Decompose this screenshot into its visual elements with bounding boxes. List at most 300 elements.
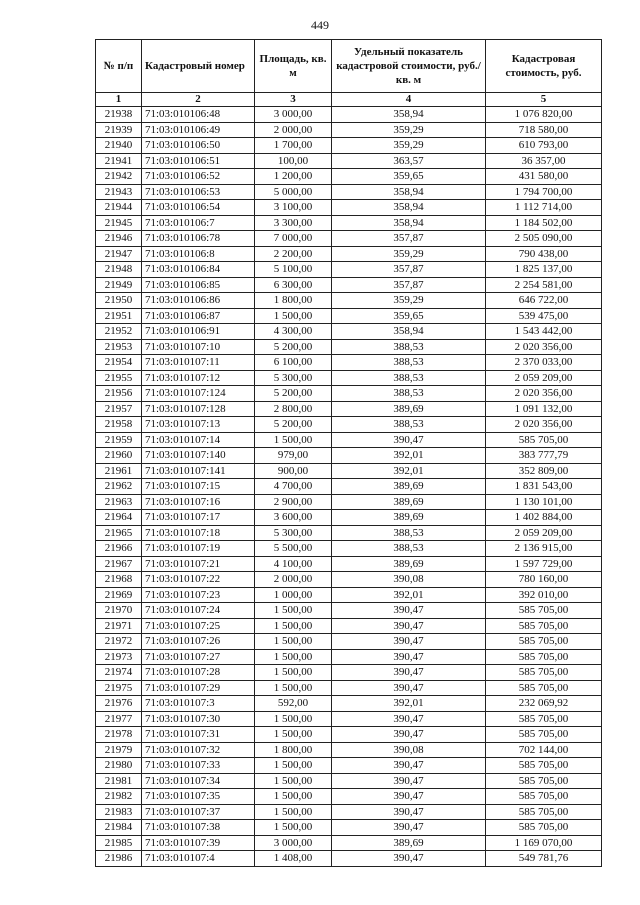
area-cell: 5 200,00 — [255, 339, 332, 355]
cadastral-number-cell: 71:03:010106:8 — [142, 246, 255, 262]
table-row — [96, 541, 602, 557]
row-index-cell: 21958 — [96, 417, 142, 433]
row-index-cell: 21966 — [96, 541, 142, 557]
area-cell: 6 300,00 — [255, 277, 332, 293]
area-cell: 100,00 — [255, 153, 332, 169]
cadastral-value-cell: 585 705,00 — [486, 618, 602, 634]
row-index-cell: 21959 — [96, 432, 142, 448]
cadastral-number-cell: 71:03:010107:141 — [142, 463, 255, 479]
area-cell: 900,00 — [255, 463, 332, 479]
row-index-cell: 21954 — [96, 355, 142, 371]
table-row — [96, 308, 602, 324]
unit-value-cell: 390,47 — [332, 851, 486, 867]
cadastral-number-cell: 71:03:010107:27 — [142, 649, 255, 665]
unit-value-cell: 359,65 — [332, 169, 486, 185]
cadastral-number-cell: 71:03:010107:25 — [142, 618, 255, 634]
cadastral-value-cell: 585 705,00 — [486, 773, 602, 789]
cadastral-value-cell: 1 130 101,00 — [486, 494, 602, 510]
cadastral-value-cell: 36 357,00 — [486, 153, 602, 169]
cadastral-value-cell: 1 794 700,00 — [486, 184, 602, 200]
area-cell: 1 500,00 — [255, 680, 332, 696]
table-row — [96, 711, 602, 727]
cadastral-value-cell: 718 580,00 — [486, 122, 602, 138]
cadastral-number-cell: 71:03:010107:3 — [142, 696, 255, 712]
row-index-cell: 21977 — [96, 711, 142, 727]
table-row — [96, 680, 602, 696]
row-index-cell: 21981 — [96, 773, 142, 789]
table-row — [96, 618, 602, 634]
unit-value-cell: 388,53 — [332, 386, 486, 402]
header-unit-value: Удельный показатель кадастровой стоимости, руб./кв. м — [332, 40, 486, 93]
unit-value-cell: 358,94 — [332, 215, 486, 231]
cadastral-number-cell: 71:03:010107:10 — [142, 339, 255, 355]
table-row — [96, 355, 602, 371]
table-row — [96, 448, 602, 464]
table-row — [96, 200, 602, 216]
area-cell: 1 500,00 — [255, 727, 332, 743]
row-index-cell: 21949 — [96, 277, 142, 293]
cadastral-number-cell: 71:03:010107:34 — [142, 773, 255, 789]
unit-value-cell: 388,53 — [332, 541, 486, 557]
cadastral-number-cell: 71:03:010107:17 — [142, 510, 255, 526]
cadastral-value-cell: 2 020 356,00 — [486, 386, 602, 402]
cadastral-value-cell: 585 705,00 — [486, 804, 602, 820]
row-index-cell: 21939 — [96, 122, 142, 138]
unit-value-cell: 388,53 — [332, 417, 486, 433]
table-row — [96, 169, 602, 185]
cadastral-number-cell: 71:03:010106:87 — [142, 308, 255, 324]
area-cell: 2 800,00 — [255, 401, 332, 417]
area-cell: 1 800,00 — [255, 742, 332, 758]
table-row — [96, 138, 602, 154]
row-index-cell: 21979 — [96, 742, 142, 758]
row-index-cell: 21947 — [96, 246, 142, 262]
header-index: № п/п — [96, 40, 142, 93]
unit-value-cell: 390,47 — [332, 804, 486, 820]
cadastral-number-cell: 71:03:010106:91 — [142, 324, 255, 340]
unit-value-cell: 388,53 — [332, 339, 486, 355]
row-index-cell: 21945 — [96, 215, 142, 231]
unit-value-cell: 390,08 — [332, 572, 486, 588]
area-cell: 3 000,00 — [255, 107, 332, 123]
area-cell: 592,00 — [255, 696, 332, 712]
table-row — [96, 107, 602, 123]
cadastral-value-cell: 790 438,00 — [486, 246, 602, 262]
cadastral-number-cell: 71:03:010107:28 — [142, 665, 255, 681]
cadastral-value-cell: 585 705,00 — [486, 432, 602, 448]
cadastral-number-cell: 71:03:010107:30 — [142, 711, 255, 727]
column-number: 4 — [332, 93, 486, 107]
area-cell: 1 500,00 — [255, 665, 332, 681]
row-index-cell: 21964 — [96, 510, 142, 526]
unit-value-cell: 389,69 — [332, 835, 486, 851]
cadastral-number-cell: 71:03:010107:11 — [142, 355, 255, 371]
table-row — [96, 231, 602, 247]
cadastral-value-cell: 352 809,00 — [486, 463, 602, 479]
cadastral-number-cell: 71:03:010106:50 — [142, 138, 255, 154]
row-index-cell: 21953 — [96, 339, 142, 355]
unit-value-cell: 389,69 — [332, 401, 486, 417]
row-index-cell: 21982 — [96, 789, 142, 805]
unit-value-cell: 390,08 — [332, 742, 486, 758]
unit-value-cell: 390,47 — [332, 711, 486, 727]
table-row — [96, 293, 602, 309]
column-number: 2 — [142, 93, 255, 107]
header-cadastral-value: Кадастровая стоимость, руб. — [486, 40, 602, 93]
table-row — [96, 277, 602, 293]
column-number: 1 — [96, 93, 142, 107]
column-number-row — [96, 93, 602, 107]
cadastral-value-cell: 383 777,79 — [486, 448, 602, 464]
unit-value-cell: 388,53 — [332, 355, 486, 371]
table-row — [96, 773, 602, 789]
row-index-cell: 21978 — [96, 727, 142, 743]
cadastral-number-cell: 71:03:010107:12 — [142, 370, 255, 386]
table-row — [96, 262, 602, 278]
table-row — [96, 184, 602, 200]
row-index-cell: 21956 — [96, 386, 142, 402]
area-cell: 4 700,00 — [255, 479, 332, 495]
table-row — [96, 649, 602, 665]
cadastral-value-cell: 549 781,76 — [486, 851, 602, 867]
table-row — [96, 634, 602, 650]
cadastral-value-cell: 585 705,00 — [486, 665, 602, 681]
area-cell: 5 000,00 — [255, 184, 332, 200]
cadastral-number-cell: 71:03:010107:19 — [142, 541, 255, 557]
cadastral-value-cell: 780 160,00 — [486, 572, 602, 588]
unit-value-cell: 390,47 — [332, 603, 486, 619]
area-cell: 5 100,00 — [255, 262, 332, 278]
table-row — [96, 386, 602, 402]
table-row — [96, 572, 602, 588]
cadastral-number-cell: 71:03:010107:13 — [142, 417, 255, 433]
cadastral-number-cell: 71:03:010106:78 — [142, 231, 255, 247]
area-cell: 1 500,00 — [255, 758, 332, 774]
unit-value-cell: 359,29 — [332, 122, 486, 138]
cadastral-number-cell: 71:03:010107:22 — [142, 572, 255, 588]
row-index-cell: 21985 — [96, 835, 142, 851]
cadastral-number-cell: 71:03:010107:16 — [142, 494, 255, 510]
cadastral-number-cell: 71:03:010107:15 — [142, 479, 255, 495]
area-cell: 5 200,00 — [255, 386, 332, 402]
cadastral-number-cell: 71:03:010106:52 — [142, 169, 255, 185]
row-index-cell: 21942 — [96, 169, 142, 185]
row-index-cell: 21955 — [96, 370, 142, 386]
table-row — [96, 153, 602, 169]
row-index-cell: 21957 — [96, 401, 142, 417]
header-area: Площадь, кв. м — [255, 40, 332, 93]
cadastral-value-cell: 1 112 714,00 — [486, 200, 602, 216]
area-cell: 1 200,00 — [255, 169, 332, 185]
row-index-cell: 21969 — [96, 587, 142, 603]
unit-value-cell: 392,01 — [332, 587, 486, 603]
unit-value-cell: 389,69 — [332, 494, 486, 510]
cadastral-number-cell: 71:03:010107:39 — [142, 835, 255, 851]
cadastral-number-cell: 71:03:010107:128 — [142, 401, 255, 417]
cadastral-value-cell: 2 020 356,00 — [486, 417, 602, 433]
table-row — [96, 804, 602, 820]
row-index-cell: 21965 — [96, 525, 142, 541]
cadastral-value-cell: 1 091 132,00 — [486, 401, 602, 417]
table-row — [96, 603, 602, 619]
cadastral-value-cell: 1 597 729,00 — [486, 556, 602, 572]
cadastral-value-cell: 2 059 209,00 — [486, 370, 602, 386]
cadastral-number-cell: 71:03:010107:29 — [142, 680, 255, 696]
area-cell: 2 900,00 — [255, 494, 332, 510]
row-index-cell: 21961 — [96, 463, 142, 479]
cadastral-value-cell: 585 705,00 — [486, 711, 602, 727]
area-cell: 1 500,00 — [255, 618, 332, 634]
cadastral-value-cell: 431 580,00 — [486, 169, 602, 185]
page-number: 449 — [311, 18, 329, 32]
table-row — [96, 401, 602, 417]
unit-value-cell: 392,01 — [332, 448, 486, 464]
unit-value-cell: 358,94 — [332, 184, 486, 200]
cadastral-number-cell: 71:03:010106:53 — [142, 184, 255, 200]
table-row — [96, 370, 602, 386]
row-index-cell: 21975 — [96, 680, 142, 696]
unit-value-cell: 390,47 — [332, 773, 486, 789]
table-row — [96, 339, 602, 355]
table-body — [96, 107, 602, 867]
cadastral-number-cell: 71:03:010107:124 — [142, 386, 255, 402]
unit-value-cell: 358,94 — [332, 200, 486, 216]
unit-value-cell: 390,47 — [332, 618, 486, 634]
unit-value-cell: 390,47 — [332, 789, 486, 805]
header-cadastral-number: Кадастровый номер — [142, 40, 255, 93]
cadastral-number-cell: 71:03:010106:54 — [142, 200, 255, 216]
area-cell: 3 300,00 — [255, 215, 332, 231]
area-cell: 1 500,00 — [255, 820, 332, 836]
cadastral-value-cell: 1 076 820,00 — [486, 107, 602, 123]
row-index-cell: 21974 — [96, 665, 142, 681]
cadastral-number-cell: 71:03:010107:37 — [142, 804, 255, 820]
unit-value-cell: 363,57 — [332, 153, 486, 169]
row-index-cell: 21960 — [96, 448, 142, 464]
area-cell: 1 500,00 — [255, 603, 332, 619]
cadastral-number-cell: 71:03:010106:7 — [142, 215, 255, 231]
area-cell: 4 300,00 — [255, 324, 332, 340]
cadastral-number-cell: 71:03:010107:31 — [142, 727, 255, 743]
cadastral-number-cell: 71:03:010107:35 — [142, 789, 255, 805]
cadastral-number-cell: 71:03:010107:18 — [142, 525, 255, 541]
unit-value-cell: 357,87 — [332, 277, 486, 293]
area-cell: 1 500,00 — [255, 789, 332, 805]
cadastral-number-cell: 71:03:010107:14 — [142, 432, 255, 448]
row-index-cell: 21980 — [96, 758, 142, 774]
table-row — [96, 417, 602, 433]
row-index-cell: 21971 — [96, 618, 142, 634]
cadastral-value-cell: 1 184 502,00 — [486, 215, 602, 231]
row-index-cell: 21952 — [96, 324, 142, 340]
row-index-cell: 21970 — [96, 603, 142, 619]
unit-value-cell: 389,69 — [332, 510, 486, 526]
column-number: 5 — [486, 93, 602, 107]
cadastral-value-cell: 2 505 090,00 — [486, 231, 602, 247]
row-index-cell: 21986 — [96, 851, 142, 867]
area-cell: 6 100,00 — [255, 355, 332, 371]
table-row — [96, 324, 602, 340]
area-cell: 3 600,00 — [255, 510, 332, 526]
table-row — [96, 587, 602, 603]
unit-value-cell: 390,47 — [332, 758, 486, 774]
table-header-row — [96, 40, 602, 93]
table-row — [96, 742, 602, 758]
cadastral-value-cell: 1 831 543,00 — [486, 479, 602, 495]
cadastral-number-cell: 71:03:010107:38 — [142, 820, 255, 836]
area-cell: 3 100,00 — [255, 200, 332, 216]
row-index-cell: 21950 — [96, 293, 142, 309]
cadastral-number-cell: 71:03:010107:23 — [142, 587, 255, 603]
table-row — [96, 432, 602, 448]
area-cell: 1 700,00 — [255, 138, 332, 154]
area-cell: 1 500,00 — [255, 804, 332, 820]
cadastral-value-table — [95, 39, 602, 867]
unit-value-cell: 357,87 — [332, 231, 486, 247]
row-index-cell: 21973 — [96, 649, 142, 665]
unit-value-cell: 358,94 — [332, 324, 486, 340]
row-index-cell: 21983 — [96, 804, 142, 820]
unit-value-cell: 359,29 — [332, 246, 486, 262]
table-row — [96, 556, 602, 572]
row-index-cell: 21940 — [96, 138, 142, 154]
area-cell: 979,00 — [255, 448, 332, 464]
table-row — [96, 122, 602, 138]
unit-value-cell: 359,29 — [332, 138, 486, 154]
unit-value-cell: 390,47 — [332, 649, 486, 665]
cadastral-number-cell: 71:03:010107:24 — [142, 603, 255, 619]
row-index-cell: 21962 — [96, 479, 142, 495]
cadastral-number-cell: 71:03:010106:85 — [142, 277, 255, 293]
cadastral-value-cell: 2 370 033,00 — [486, 355, 602, 371]
area-cell: 5 300,00 — [255, 525, 332, 541]
unit-value-cell: 359,65 — [332, 308, 486, 324]
area-cell: 1 500,00 — [255, 649, 332, 665]
area-cell: 5 500,00 — [255, 541, 332, 557]
cadastral-value-cell: 2 020 356,00 — [486, 339, 602, 355]
table-row — [96, 246, 602, 262]
row-index-cell: 21951 — [96, 308, 142, 324]
cadastral-value-cell: 1 543 442,00 — [486, 324, 602, 340]
table-row — [96, 851, 602, 867]
cadastral-value-cell: 610 793,00 — [486, 138, 602, 154]
cadastral-number-cell: 71:03:010107:26 — [142, 634, 255, 650]
unit-value-cell: 392,01 — [332, 463, 486, 479]
cadastral-value-cell: 702 144,00 — [486, 742, 602, 758]
table-row — [96, 510, 602, 526]
area-cell: 1 800,00 — [255, 293, 332, 309]
table-row — [96, 215, 602, 231]
unit-value-cell: 390,47 — [332, 432, 486, 448]
cadastral-value-cell: 1 825 137,00 — [486, 262, 602, 278]
area-cell: 1 500,00 — [255, 711, 332, 727]
table-row — [96, 463, 602, 479]
area-cell: 1 408,00 — [255, 851, 332, 867]
table-row — [96, 727, 602, 743]
cadastral-value-cell: 232 069,92 — [486, 696, 602, 712]
table-row — [96, 665, 602, 681]
row-index-cell: 21943 — [96, 184, 142, 200]
cadastral-value-cell: 585 705,00 — [486, 789, 602, 805]
cadastral-number-cell: 71:03:010106:49 — [142, 122, 255, 138]
table-row — [96, 525, 602, 541]
row-index-cell: 21941 — [96, 153, 142, 169]
cadastral-number-cell: 71:03:010107:33 — [142, 758, 255, 774]
table-row — [96, 479, 602, 495]
area-cell: 2 000,00 — [255, 572, 332, 588]
cadastral-value-cell: 539 475,00 — [486, 308, 602, 324]
unit-value-cell: 388,53 — [332, 370, 486, 386]
cadastral-value-cell: 2 136 915,00 — [486, 541, 602, 557]
area-cell: 1 000,00 — [255, 587, 332, 603]
row-index-cell: 21972 — [96, 634, 142, 650]
unit-value-cell: 357,87 — [332, 262, 486, 278]
unit-value-cell: 390,47 — [332, 634, 486, 650]
row-index-cell: 21948 — [96, 262, 142, 278]
row-index-cell: 21938 — [96, 107, 142, 123]
cadastral-number-cell: 71:03:010107:32 — [142, 742, 255, 758]
unit-value-cell: 390,47 — [332, 665, 486, 681]
row-index-cell: 21967 — [96, 556, 142, 572]
row-index-cell: 21976 — [96, 696, 142, 712]
cadastral-number-cell: 71:03:010106:86 — [142, 293, 255, 309]
cadastral-value-cell: 585 705,00 — [486, 603, 602, 619]
area-cell: 1 500,00 — [255, 308, 332, 324]
cadastral-value-cell: 585 705,00 — [486, 727, 602, 743]
cadastral-value-cell: 585 705,00 — [486, 680, 602, 696]
cadastral-value-cell: 646 722,00 — [486, 293, 602, 309]
area-cell: 5 300,00 — [255, 370, 332, 386]
cadastral-number-cell: 71:03:010107:140 — [142, 448, 255, 464]
cadastral-value-cell: 392 010,00 — [486, 587, 602, 603]
cadastral-value-cell: 1 402 884,00 — [486, 510, 602, 526]
cadastral-number-cell: 71:03:010106:51 — [142, 153, 255, 169]
unit-value-cell: 390,47 — [332, 680, 486, 696]
row-index-cell: 21946 — [96, 231, 142, 247]
cadastral-value-cell: 585 705,00 — [486, 634, 602, 650]
area-cell: 7 000,00 — [255, 231, 332, 247]
table-row — [96, 789, 602, 805]
cadastral-value-cell: 1 169 070,00 — [486, 835, 602, 851]
cadastral-number-cell: 71:03:010107:4 — [142, 851, 255, 867]
area-cell: 5 200,00 — [255, 417, 332, 433]
area-cell: 1 500,00 — [255, 432, 332, 448]
table-row — [96, 696, 602, 712]
row-index-cell: 21984 — [96, 820, 142, 836]
row-index-cell: 21944 — [96, 200, 142, 216]
unit-value-cell: 388,53 — [332, 525, 486, 541]
unit-value-cell: 358,94 — [332, 107, 486, 123]
area-cell: 2 000,00 — [255, 122, 332, 138]
cadastral-number-cell: 71:03:010107:21 — [142, 556, 255, 572]
unit-value-cell: 390,47 — [332, 820, 486, 836]
cadastral-value-cell: 2 059 209,00 — [486, 525, 602, 541]
area-cell: 4 100,00 — [255, 556, 332, 572]
unit-value-cell: 389,69 — [332, 556, 486, 572]
unit-value-cell: 390,47 — [332, 727, 486, 743]
row-index-cell: 21968 — [96, 572, 142, 588]
cadastral-value-cell: 585 705,00 — [486, 649, 602, 665]
cadastral-value-cell: 585 705,00 — [486, 758, 602, 774]
cadastral-value-cell: 2 254 581,00 — [486, 277, 602, 293]
area-cell: 3 000,00 — [255, 835, 332, 851]
unit-value-cell: 392,01 — [332, 696, 486, 712]
column-number: 3 — [255, 93, 332, 107]
table-row — [96, 820, 602, 836]
table-row — [96, 758, 602, 774]
area-cell: 2 200,00 — [255, 246, 332, 262]
cadastral-number-cell: 71:03:010106:84 — [142, 262, 255, 278]
